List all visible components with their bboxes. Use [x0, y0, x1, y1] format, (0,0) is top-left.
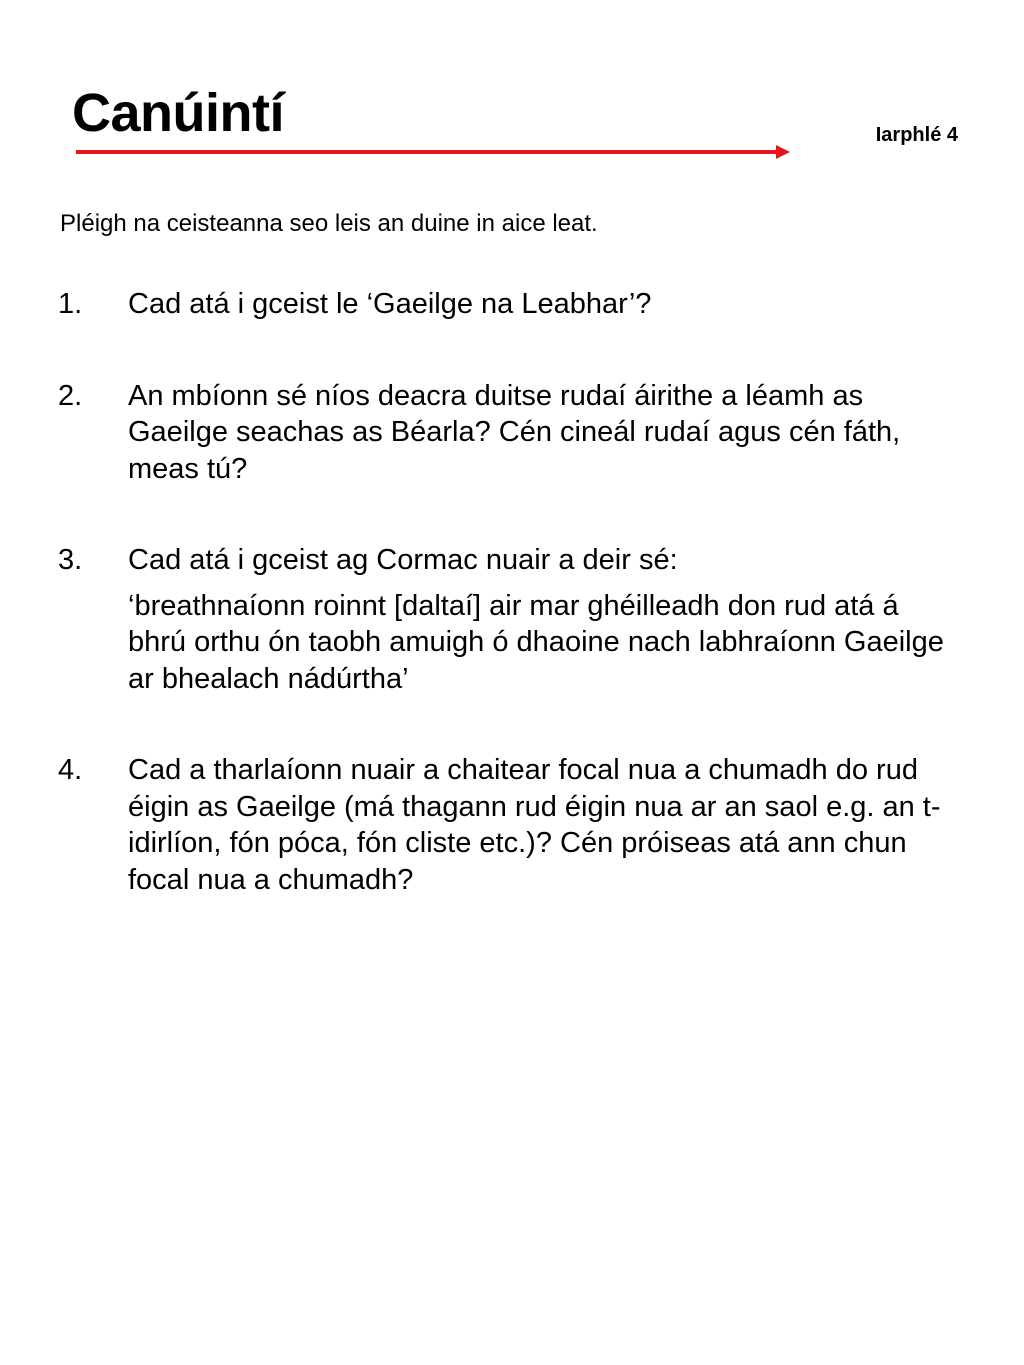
question-item-2 — [58, 378, 958, 488]
question-number: 2. — [58, 379, 83, 412]
question-item-4 — [58, 752, 958, 898]
page-title: Canúintí — [72, 83, 284, 143]
question-quote: ‘breathnaíonn roinnt [daltaí] air mar ghéilleadh don rud atá á bhrú orthu ón taobh amuigh ó dhaoine nach labhraíonn Gaeilge ar bhealach nádúrtha’ — [128, 589, 944, 695]
question-text: An mbíonn sé níos deacra duitse rudaí áirithe a léamh as Gaeilge seachas as Béarla? Cén cineál rudaí agus cén fáth, meas tú? — [128, 379, 901, 485]
question-number: 1. — [58, 288, 83, 320]
question-text: Cad atá i gceist le ‘Gaeilge na Leabhar’? — [128, 288, 652, 320]
title-underline-arrow — [76, 142, 792, 162]
question-number: 3. — [58, 544, 83, 576]
arrow-head — [776, 145, 790, 159]
instructions-text: Pléigh na ceisteanna seo leis an duine in aice leat. — [60, 210, 598, 237]
question-body — [128, 542, 958, 697]
handout-label: Iarphlé 4 — [875, 124, 958, 146]
question-list — [58, 286, 958, 953]
question-text: Cad a tharlaíonn nuair a chaitear focal nua a chumadh do rud éigin as Gaeilge (má thagann rud éigin nua ar an saol e.g. an t-idirlíon, fón póca, fón cliste etc.)? Cén próiseas atá ann chun focal nua a chumadh? — [128, 754, 941, 896]
question-text: Cad atá i gceist ag Cormac nuair a deir sé: — [128, 544, 678, 576]
question-item-1 — [58, 286, 958, 323]
question-number: 4. — [58, 754, 83, 786]
question-item-3 — [58, 542, 958, 697]
